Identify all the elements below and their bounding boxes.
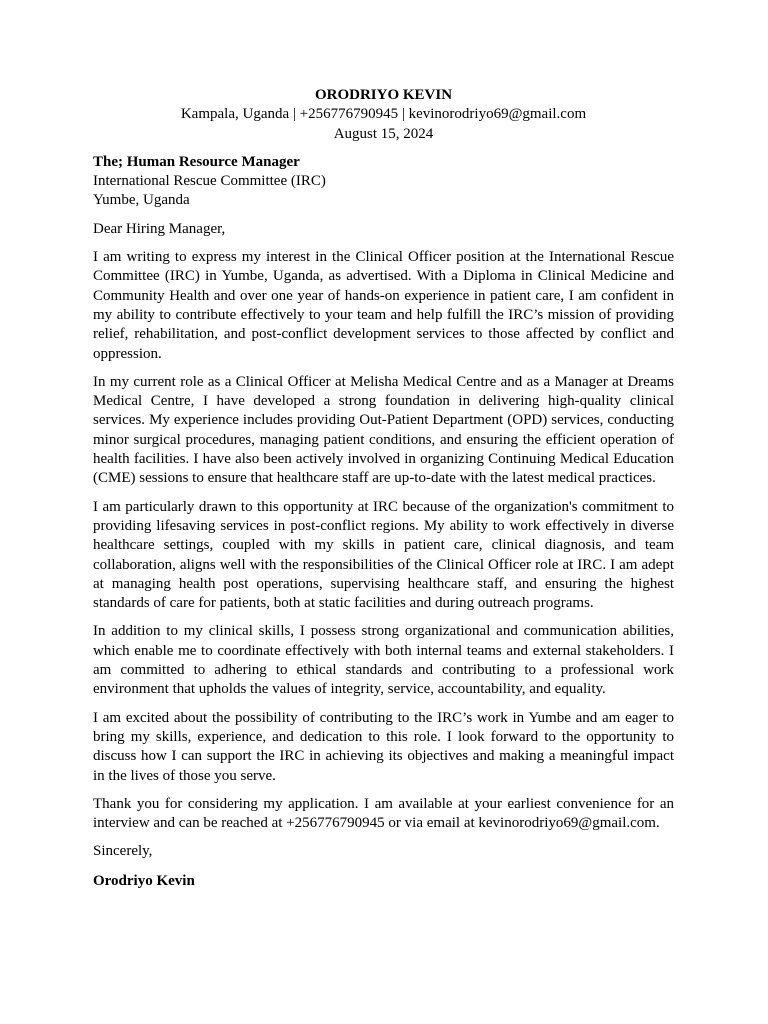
body-paragraph-3: I am particularly drawn to this opportunity at IRC because of the organization's commitment to providing lifesaving services in post-conflict regions. My ability to work effectively in diverse healthcare settings, coupled with my skills in patient care, clinical diagnosis, and team collaboration, aligns well with the responsibilities of the Clinical Officer role at IRC. I am adept at managing health post operations, supervising healthcare staff, and ensuring the highest standards of care for patients, both at static facilities and during outreach programs. bbox=[93, 498, 674, 612]
body-paragraph-1: I am writing to express my interest in the Clinical Officer position at the International Rescue Committee (IRC) in Yumbe, Uganda, as advertised. With a Diploma in Clinical Medicine and Community Health and over one year of hands-on experience in patient care, I am confident in my ability to contribute effectively to your team and help fulfill the IRC’s mission of providing relief, rehabilitation, and post-conflict development services to those affected by conflict and oppression. bbox=[93, 249, 674, 362]
body-paragraph-5: I am excited about the possibility of contributing to the IRC’s work in Yumbe and am eager to bring my skills, experience, and dedication to this role. I look forward to the opportunity to discuss how I can support the IRC in achieving its objectives and making a meaningful impact in the lives of those you serve. bbox=[93, 709, 674, 784]
sender-contact: Kampala, Uganda | +256776790945 | kevinorodriyo69@gmail.com bbox=[180, 106, 587, 123]
body-paragraph-2: In my current role as a Clinical Officer at Melisha Medical Centre and as a Manager at Dreams Medical Centre, I have developed a strong foundation in delivering high-quality clinical services. My experience includes providing Out-Patient Department (OPD) services, conducting minor surgical procedures, managing patient conditions, and ensuring the efficient operation of health facilities. I have also been actively involved in organizing Continuing Medical Education (CME) sessions to ensure that healthcare staff are up-to-date with the latest medical practices. bbox=[93, 373, 674, 487]
closing: Sincerely, bbox=[93, 843, 153, 860]
cover-letter bbox=[93, 86, 674, 891]
letter-header bbox=[93, 86, 674, 144]
body-paragraph-4: In addition to my clinical skills, I possess strong organizational and communication abilities, which enable me to coordinate effectively with both internal teams and external stakeholders. I am committed to adhering to ethical standards and contributing to a professional work environment that upholds the values of integrity, service, accountability, and equality. bbox=[93, 623, 674, 698]
recipient-location: Yumbe, Uganda bbox=[93, 192, 190, 209]
recipient-block bbox=[93, 153, 674, 211]
body-paragraph-6: Thank you for considering my application. I am available at your earliest convenience for an interview and can be reached at +256776790945 or via email at kevinorodriyo69@gmail.com. bbox=[93, 795, 674, 832]
recipient-title: The; Human Resource Manager bbox=[93, 153, 300, 170]
salutation: Dear Hiring Manager, bbox=[93, 220, 226, 237]
sender-name: ORODRIYO KEVIN bbox=[314, 87, 453, 103]
recipient-organization: International Rescue Committee (IRC) bbox=[93, 173, 326, 190]
letter-date: August 15, 2024 bbox=[333, 125, 434, 142]
signature: Orodriyo Kevin bbox=[93, 872, 195, 889]
